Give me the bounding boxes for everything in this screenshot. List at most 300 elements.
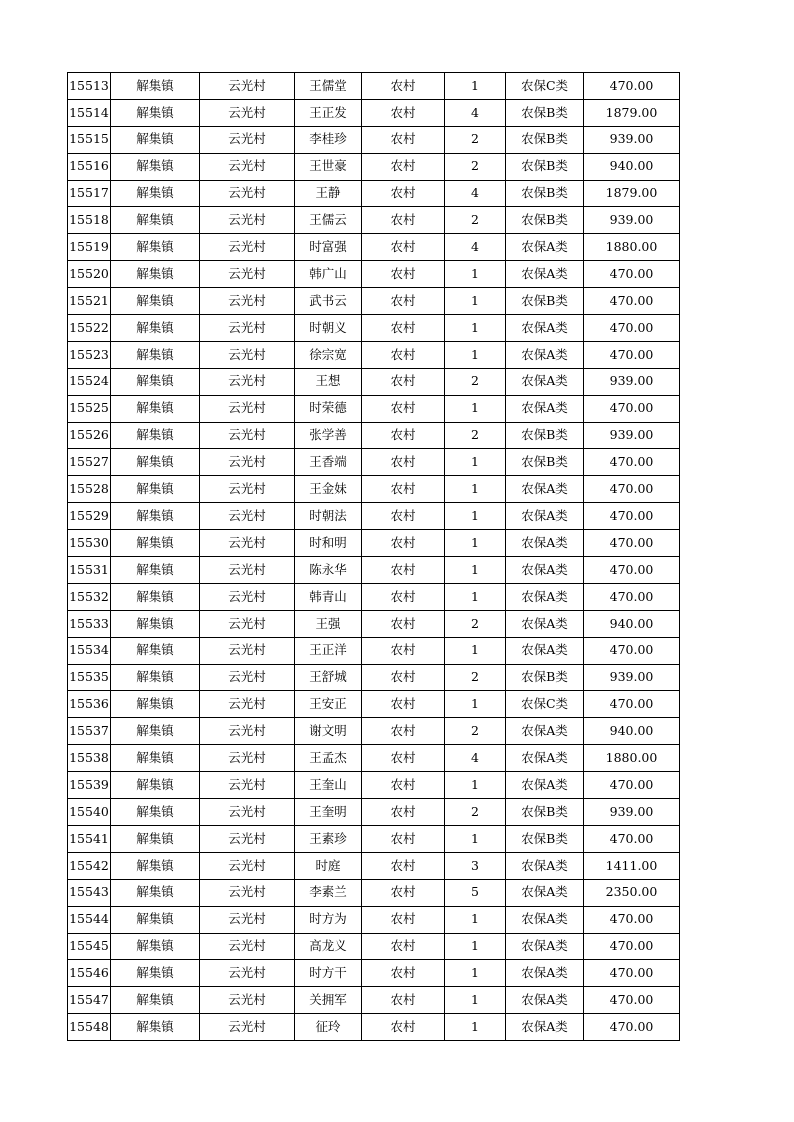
name-cell: 王静 bbox=[295, 180, 362, 207]
village-cell: 云光村 bbox=[200, 879, 295, 906]
amount-cell: 470.00 bbox=[584, 825, 680, 852]
village-cell: 云光村 bbox=[200, 207, 295, 234]
amount-cell: 470.00 bbox=[584, 261, 680, 288]
person-count-cell: 1 bbox=[445, 583, 506, 610]
amount-cell: 939.00 bbox=[584, 207, 680, 234]
serial-number-cell: 15540 bbox=[68, 799, 111, 826]
insurance-class-cell: 农保A类 bbox=[506, 718, 584, 745]
village-cell: 云光村 bbox=[200, 476, 295, 503]
name-cell: 陈永华 bbox=[295, 557, 362, 584]
household-type-cell: 农村 bbox=[362, 664, 445, 691]
township-cell: 解集镇 bbox=[111, 583, 200, 610]
amount-cell: 1411.00 bbox=[584, 852, 680, 879]
serial-number-cell: 15547 bbox=[68, 987, 111, 1014]
insurance-class-cell: 农保B类 bbox=[506, 180, 584, 207]
person-count-cell: 2 bbox=[445, 610, 506, 637]
name-cell: 王正发 bbox=[295, 99, 362, 126]
serial-number-cell: 15531 bbox=[68, 557, 111, 584]
township-cell: 解集镇 bbox=[111, 691, 200, 718]
name-cell: 王奎山 bbox=[295, 772, 362, 799]
insurance-class-cell: 农保A类 bbox=[506, 503, 584, 530]
insurance-class-cell: 农保A类 bbox=[506, 583, 584, 610]
name-cell: 王儒云 bbox=[295, 207, 362, 234]
amount-cell: 1879.00 bbox=[584, 180, 680, 207]
village-cell: 云光村 bbox=[200, 583, 295, 610]
township-cell: 解集镇 bbox=[111, 610, 200, 637]
insurance-class-cell: 农保A类 bbox=[506, 960, 584, 987]
village-cell: 云光村 bbox=[200, 288, 295, 315]
name-cell: 韩青山 bbox=[295, 583, 362, 610]
table-row bbox=[68, 610, 680, 637]
name-cell: 王素珍 bbox=[295, 825, 362, 852]
table-row bbox=[68, 637, 680, 664]
person-count-cell: 2 bbox=[445, 718, 506, 745]
serial-number-cell: 15538 bbox=[68, 745, 111, 772]
insurance-class-cell: 农保A类 bbox=[506, 234, 584, 261]
insurance-class-cell: 农保B类 bbox=[506, 99, 584, 126]
household-type-cell: 农村 bbox=[362, 153, 445, 180]
household-type-cell: 农村 bbox=[362, 503, 445, 530]
person-count-cell: 4 bbox=[445, 180, 506, 207]
village-cell: 云光村 bbox=[200, 610, 295, 637]
serial-number-cell: 15529 bbox=[68, 503, 111, 530]
household-type-cell: 农村 bbox=[362, 1014, 445, 1041]
name-cell: 李素兰 bbox=[295, 879, 362, 906]
table-row bbox=[68, 288, 680, 315]
insurance-class-cell: 农保A类 bbox=[506, 557, 584, 584]
name-cell: 王世豪 bbox=[295, 153, 362, 180]
township-cell: 解集镇 bbox=[111, 261, 200, 288]
village-cell: 云光村 bbox=[200, 449, 295, 476]
table-row bbox=[68, 476, 680, 503]
table-row bbox=[68, 557, 680, 584]
village-cell: 云光村 bbox=[200, 664, 295, 691]
serial-number-cell: 15536 bbox=[68, 691, 111, 718]
person-count-cell: 1 bbox=[445, 637, 506, 664]
township-cell: 解集镇 bbox=[111, 153, 200, 180]
insurance-class-cell: 农保A类 bbox=[506, 879, 584, 906]
name-cell: 时朝法 bbox=[295, 503, 362, 530]
village-cell: 云光村 bbox=[200, 341, 295, 368]
insurance-class-cell: 农保B类 bbox=[506, 664, 584, 691]
person-count-cell: 2 bbox=[445, 368, 506, 395]
table-row bbox=[68, 73, 680, 100]
amount-cell: 1880.00 bbox=[584, 745, 680, 772]
name-cell: 王强 bbox=[295, 610, 362, 637]
person-count-cell: 2 bbox=[445, 207, 506, 234]
amount-cell: 470.00 bbox=[584, 341, 680, 368]
insurance-class-cell: 农保C类 bbox=[506, 73, 584, 100]
township-cell: 解集镇 bbox=[111, 1014, 200, 1041]
village-cell: 云光村 bbox=[200, 691, 295, 718]
village-cell: 云光村 bbox=[200, 1014, 295, 1041]
serial-number-cell: 15530 bbox=[68, 530, 111, 557]
township-cell: 解集镇 bbox=[111, 73, 200, 100]
household-type-cell: 农村 bbox=[362, 960, 445, 987]
person-count-cell: 1 bbox=[445, 315, 506, 342]
village-cell: 云光村 bbox=[200, 234, 295, 261]
household-type-cell: 农村 bbox=[362, 126, 445, 153]
household-type-cell: 农村 bbox=[362, 583, 445, 610]
table-row bbox=[68, 341, 680, 368]
table-row bbox=[68, 1014, 680, 1041]
person-count-cell: 1 bbox=[445, 960, 506, 987]
amount-cell: 470.00 bbox=[584, 503, 680, 530]
person-count-cell: 1 bbox=[445, 987, 506, 1014]
name-cell: 王安正 bbox=[295, 691, 362, 718]
amount-cell: 1880.00 bbox=[584, 234, 680, 261]
table-row bbox=[68, 530, 680, 557]
insurance-class-cell: 农保A类 bbox=[506, 476, 584, 503]
person-count-cell: 2 bbox=[445, 799, 506, 826]
serial-number-cell: 15548 bbox=[68, 1014, 111, 1041]
table-row bbox=[68, 772, 680, 799]
name-cell: 徐宗宽 bbox=[295, 341, 362, 368]
township-cell: 解集镇 bbox=[111, 99, 200, 126]
insurance-class-cell: 农保A类 bbox=[506, 530, 584, 557]
serial-number-cell: 15534 bbox=[68, 637, 111, 664]
household-type-cell: 农村 bbox=[362, 745, 445, 772]
name-cell: 征玲 bbox=[295, 1014, 362, 1041]
township-cell: 解集镇 bbox=[111, 637, 200, 664]
serial-number-cell: 15533 bbox=[68, 610, 111, 637]
table-row bbox=[68, 180, 680, 207]
amount-cell: 470.00 bbox=[584, 476, 680, 503]
serial-number-cell: 15543 bbox=[68, 879, 111, 906]
person-count-cell: 1 bbox=[445, 825, 506, 852]
person-count-cell: 4 bbox=[445, 745, 506, 772]
village-cell: 云光村 bbox=[200, 530, 295, 557]
village-cell: 云光村 bbox=[200, 745, 295, 772]
insurance-class-cell: 农保A类 bbox=[506, 852, 584, 879]
amount-cell: 939.00 bbox=[584, 126, 680, 153]
person-count-cell: 4 bbox=[445, 234, 506, 261]
household-type-cell: 农村 bbox=[362, 852, 445, 879]
serial-number-cell: 15517 bbox=[68, 180, 111, 207]
serial-number-cell: 15514 bbox=[68, 99, 111, 126]
amount-cell: 470.00 bbox=[584, 960, 680, 987]
table-row bbox=[68, 261, 680, 288]
person-count-cell: 2 bbox=[445, 664, 506, 691]
serial-number-cell: 15520 bbox=[68, 261, 111, 288]
township-cell: 解集镇 bbox=[111, 933, 200, 960]
household-type-cell: 农村 bbox=[362, 906, 445, 933]
amount-cell: 470.00 bbox=[584, 691, 680, 718]
name-cell: 时富强 bbox=[295, 234, 362, 261]
township-cell: 解集镇 bbox=[111, 341, 200, 368]
insurance-class-cell: 农保B类 bbox=[506, 422, 584, 449]
village-cell: 云光村 bbox=[200, 395, 295, 422]
serial-number-cell: 15524 bbox=[68, 368, 111, 395]
name-cell: 王奎明 bbox=[295, 799, 362, 826]
table-row bbox=[68, 879, 680, 906]
township-cell: 解集镇 bbox=[111, 745, 200, 772]
household-type-cell: 农村 bbox=[362, 99, 445, 126]
household-type-cell: 农村 bbox=[362, 73, 445, 100]
person-count-cell: 3 bbox=[445, 852, 506, 879]
insurance-class-cell: 农保A类 bbox=[506, 1014, 584, 1041]
name-cell: 韩广山 bbox=[295, 261, 362, 288]
table-row bbox=[68, 691, 680, 718]
name-cell: 谢文明 bbox=[295, 718, 362, 745]
village-cell: 云光村 bbox=[200, 987, 295, 1014]
amount-cell: 2350.00 bbox=[584, 879, 680, 906]
village-cell: 云光村 bbox=[200, 557, 295, 584]
amount-cell: 939.00 bbox=[584, 368, 680, 395]
serial-number-cell: 15516 bbox=[68, 153, 111, 180]
name-cell: 时庭 bbox=[295, 852, 362, 879]
serial-number-cell: 15513 bbox=[68, 73, 111, 100]
household-type-cell: 农村 bbox=[362, 395, 445, 422]
village-cell: 云光村 bbox=[200, 637, 295, 664]
table-row bbox=[68, 503, 680, 530]
person-count-cell: 1 bbox=[445, 933, 506, 960]
township-cell: 解集镇 bbox=[111, 852, 200, 879]
household-type-cell: 农村 bbox=[362, 530, 445, 557]
village-cell: 云光村 bbox=[200, 933, 295, 960]
serial-number-cell: 15532 bbox=[68, 583, 111, 610]
serial-number-cell: 15528 bbox=[68, 476, 111, 503]
household-type-cell: 农村 bbox=[362, 368, 445, 395]
table-row bbox=[68, 745, 680, 772]
household-type-cell: 农村 bbox=[362, 422, 445, 449]
roster-table bbox=[67, 72, 680, 1041]
household-type-cell: 农村 bbox=[362, 207, 445, 234]
insurance-class-cell: 农保A类 bbox=[506, 395, 584, 422]
village-cell: 云光村 bbox=[200, 315, 295, 342]
insurance-class-cell: 农保A类 bbox=[506, 610, 584, 637]
person-count-cell: 2 bbox=[445, 126, 506, 153]
person-count-cell: 1 bbox=[445, 530, 506, 557]
amount-cell: 470.00 bbox=[584, 1014, 680, 1041]
village-cell: 云光村 bbox=[200, 73, 295, 100]
person-count-cell: 2 bbox=[445, 153, 506, 180]
insurance-class-cell: 农保B类 bbox=[506, 288, 584, 315]
household-type-cell: 农村 bbox=[362, 610, 445, 637]
table-row bbox=[68, 395, 680, 422]
person-count-cell: 1 bbox=[445, 261, 506, 288]
table-row bbox=[68, 799, 680, 826]
amount-cell: 470.00 bbox=[584, 288, 680, 315]
village-cell: 云光村 bbox=[200, 422, 295, 449]
name-cell: 时朝义 bbox=[295, 315, 362, 342]
insurance-class-cell: 农保A类 bbox=[506, 772, 584, 799]
amount-cell: 470.00 bbox=[584, 73, 680, 100]
amount-cell: 470.00 bbox=[584, 449, 680, 476]
person-count-cell: 2 bbox=[445, 422, 506, 449]
person-count-cell: 1 bbox=[445, 476, 506, 503]
household-type-cell: 农村 bbox=[362, 449, 445, 476]
insurance-class-cell: 农保A类 bbox=[506, 261, 584, 288]
household-type-cell: 农村 bbox=[362, 180, 445, 207]
name-cell: 关拥军 bbox=[295, 987, 362, 1014]
person-count-cell: 1 bbox=[445, 73, 506, 100]
township-cell: 解集镇 bbox=[111, 772, 200, 799]
insurance-class-cell: 农保A类 bbox=[506, 745, 584, 772]
name-cell: 时方为 bbox=[295, 906, 362, 933]
table-row bbox=[68, 449, 680, 476]
name-cell: 时方干 bbox=[295, 960, 362, 987]
village-cell: 云光村 bbox=[200, 718, 295, 745]
household-type-cell: 农村 bbox=[362, 341, 445, 368]
person-count-cell: 5 bbox=[445, 879, 506, 906]
amount-cell: 940.00 bbox=[584, 153, 680, 180]
name-cell: 王孟杰 bbox=[295, 745, 362, 772]
table-row bbox=[68, 987, 680, 1014]
serial-number-cell: 15546 bbox=[68, 960, 111, 987]
serial-number-cell: 15537 bbox=[68, 718, 111, 745]
township-cell: 解集镇 bbox=[111, 799, 200, 826]
household-type-cell: 农村 bbox=[362, 234, 445, 261]
township-cell: 解集镇 bbox=[111, 664, 200, 691]
name-cell: 王舒城 bbox=[295, 664, 362, 691]
township-cell: 解集镇 bbox=[111, 503, 200, 530]
township-cell: 解集镇 bbox=[111, 234, 200, 261]
table-row bbox=[68, 315, 680, 342]
serial-number-cell: 15521 bbox=[68, 288, 111, 315]
township-cell: 解集镇 bbox=[111, 126, 200, 153]
amount-cell: 470.00 bbox=[584, 987, 680, 1014]
serial-number-cell: 15525 bbox=[68, 395, 111, 422]
insurance-class-cell: 农保A类 bbox=[506, 933, 584, 960]
household-type-cell: 农村 bbox=[362, 476, 445, 503]
serial-number-cell: 15519 bbox=[68, 234, 111, 261]
township-cell: 解集镇 bbox=[111, 557, 200, 584]
household-type-cell: 农村 bbox=[362, 557, 445, 584]
household-type-cell: 农村 bbox=[362, 879, 445, 906]
household-type-cell: 农村 bbox=[362, 799, 445, 826]
table-row bbox=[68, 153, 680, 180]
insurance-class-cell: 农保A类 bbox=[506, 637, 584, 664]
serial-number-cell: 15526 bbox=[68, 422, 111, 449]
insurance-class-cell: 农保A类 bbox=[506, 906, 584, 933]
household-type-cell: 农村 bbox=[362, 772, 445, 799]
household-type-cell: 农村 bbox=[362, 691, 445, 718]
township-cell: 解集镇 bbox=[111, 718, 200, 745]
amount-cell: 470.00 bbox=[584, 583, 680, 610]
township-cell: 解集镇 bbox=[111, 368, 200, 395]
table-row bbox=[68, 718, 680, 745]
township-cell: 解集镇 bbox=[111, 315, 200, 342]
person-count-cell: 1 bbox=[445, 288, 506, 315]
name-cell: 王儒堂 bbox=[295, 73, 362, 100]
name-cell: 王想 bbox=[295, 368, 362, 395]
village-cell: 云光村 bbox=[200, 799, 295, 826]
table-row bbox=[68, 234, 680, 261]
insurance-class-cell: 农保B类 bbox=[506, 153, 584, 180]
person-count-cell: 1 bbox=[445, 395, 506, 422]
serial-number-cell: 15539 bbox=[68, 772, 111, 799]
village-cell: 云光村 bbox=[200, 825, 295, 852]
household-type-cell: 农村 bbox=[362, 637, 445, 664]
village-cell: 云光村 bbox=[200, 503, 295, 530]
name-cell: 李桂珍 bbox=[295, 126, 362, 153]
village-cell: 云光村 bbox=[200, 126, 295, 153]
insurance-class-cell: 农保A类 bbox=[506, 341, 584, 368]
amount-cell: 470.00 bbox=[584, 557, 680, 584]
township-cell: 解集镇 bbox=[111, 987, 200, 1014]
person-count-cell: 1 bbox=[445, 449, 506, 476]
village-cell: 云光村 bbox=[200, 960, 295, 987]
name-cell: 王香端 bbox=[295, 449, 362, 476]
table-row bbox=[68, 422, 680, 449]
serial-number-cell: 15522 bbox=[68, 315, 111, 342]
table-row bbox=[68, 126, 680, 153]
township-cell: 解集镇 bbox=[111, 906, 200, 933]
serial-number-cell: 15518 bbox=[68, 207, 111, 234]
insurance-class-cell: 农保C类 bbox=[506, 691, 584, 718]
serial-number-cell: 15542 bbox=[68, 852, 111, 879]
insurance-class-cell: 农保A类 bbox=[506, 368, 584, 395]
village-cell: 云光村 bbox=[200, 368, 295, 395]
table-row bbox=[68, 852, 680, 879]
household-type-cell: 农村 bbox=[362, 288, 445, 315]
serial-number-cell: 15515 bbox=[68, 126, 111, 153]
person-count-cell: 1 bbox=[445, 772, 506, 799]
amount-cell: 470.00 bbox=[584, 395, 680, 422]
household-type-cell: 农村 bbox=[362, 825, 445, 852]
name-cell: 高龙义 bbox=[295, 933, 362, 960]
name-cell: 王正洋 bbox=[295, 637, 362, 664]
amount-cell: 939.00 bbox=[584, 422, 680, 449]
amount-cell: 940.00 bbox=[584, 718, 680, 745]
table-row bbox=[68, 207, 680, 234]
township-cell: 解集镇 bbox=[111, 207, 200, 234]
serial-number-cell: 15541 bbox=[68, 825, 111, 852]
township-cell: 解集镇 bbox=[111, 449, 200, 476]
township-cell: 解集镇 bbox=[111, 288, 200, 315]
township-cell: 解集镇 bbox=[111, 879, 200, 906]
village-cell: 云光村 bbox=[200, 261, 295, 288]
household-type-cell: 农村 bbox=[362, 261, 445, 288]
township-cell: 解集镇 bbox=[111, 395, 200, 422]
person-count-cell: 1 bbox=[445, 503, 506, 530]
amount-cell: 470.00 bbox=[584, 933, 680, 960]
roster-body bbox=[68, 73, 680, 1041]
serial-number-cell: 15523 bbox=[68, 341, 111, 368]
village-cell: 云光村 bbox=[200, 906, 295, 933]
serial-number-cell: 15544 bbox=[68, 906, 111, 933]
village-cell: 云光村 bbox=[200, 153, 295, 180]
township-cell: 解集镇 bbox=[111, 422, 200, 449]
household-type-cell: 农村 bbox=[362, 718, 445, 745]
amount-cell: 470.00 bbox=[584, 637, 680, 664]
table-row bbox=[68, 99, 680, 126]
amount-cell: 940.00 bbox=[584, 610, 680, 637]
person-count-cell: 1 bbox=[445, 691, 506, 718]
person-count-cell: 1 bbox=[445, 906, 506, 933]
insurance-class-cell: 农保B类 bbox=[506, 799, 584, 826]
name-cell: 时和明 bbox=[295, 530, 362, 557]
household-type-cell: 农村 bbox=[362, 987, 445, 1014]
household-type-cell: 农村 bbox=[362, 315, 445, 342]
serial-number-cell: 15535 bbox=[68, 664, 111, 691]
village-cell: 云光村 bbox=[200, 99, 295, 126]
amount-cell: 470.00 bbox=[584, 772, 680, 799]
township-cell: 解集镇 bbox=[111, 825, 200, 852]
name-cell: 张学善 bbox=[295, 422, 362, 449]
household-type-cell: 农村 bbox=[362, 933, 445, 960]
township-cell: 解集镇 bbox=[111, 476, 200, 503]
amount-cell: 470.00 bbox=[584, 530, 680, 557]
table-row bbox=[68, 960, 680, 987]
serial-number-cell: 15545 bbox=[68, 933, 111, 960]
person-count-cell: 4 bbox=[445, 99, 506, 126]
name-cell: 武书云 bbox=[295, 288, 362, 315]
insurance-class-cell: 农保B类 bbox=[506, 449, 584, 476]
table-row bbox=[68, 583, 680, 610]
village-cell: 云光村 bbox=[200, 772, 295, 799]
